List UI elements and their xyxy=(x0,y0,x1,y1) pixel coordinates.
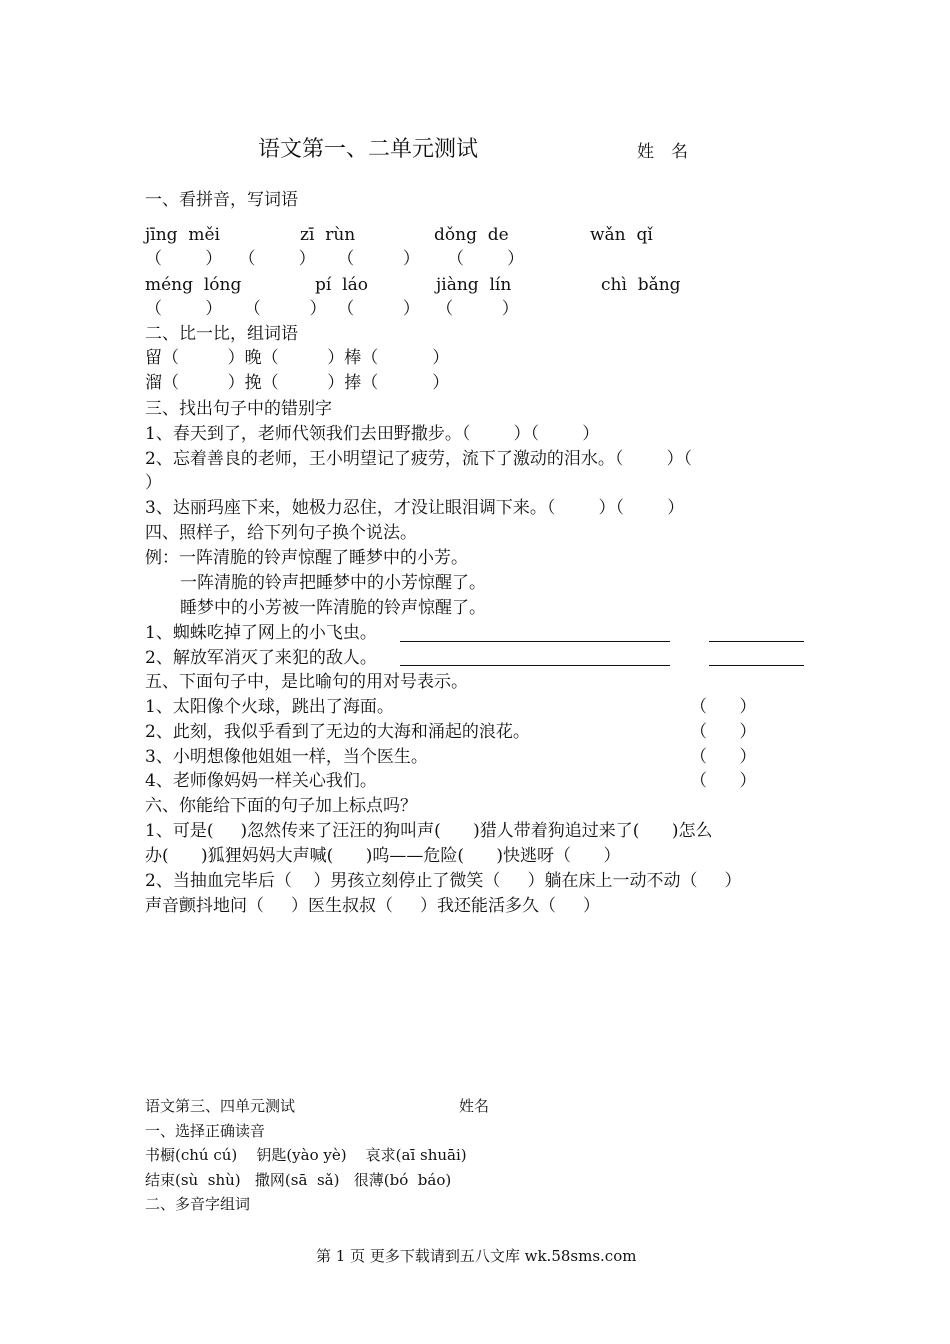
example-rewrite-a: 一阵清脆的铃声把睡梦中的小芳惊醒了。 xyxy=(180,573,486,593)
test-2-section-1-heading: 一、选择正确读音 xyxy=(145,1122,266,1140)
pinyin-6: pí láo xyxy=(315,275,368,295)
section-4-heading: 四、照样子，给下列句子换个说法。 xyxy=(145,523,417,543)
reading-choice-row-1[interactable]: 书橱(chú cú) 钥匙(yào yè) 哀求(aī shuāi) xyxy=(145,1146,467,1164)
test-2-title: 语文第三、四单元测试 xyxy=(145,1097,296,1115)
name-label: 姓 名 xyxy=(637,142,688,162)
pinyin-4: wǎn qǐ xyxy=(590,225,653,245)
compare-row-2[interactable]: 溜（ ）挽（ ）捧（ ） xyxy=(145,373,450,393)
page-footer: 第 1 页 更多下载请到五八文库 wk.58sms.com xyxy=(316,1247,637,1265)
rewrite-question-1: 1、蜘蛛吃掉了网上的小飞虫。 xyxy=(145,623,377,643)
typo-question-3[interactable]: 3、达丽玛座下来，她极力忍住，才没让眼泪调下来。（ ）（ ） xyxy=(145,498,685,518)
answer-bracket[interactable]: （ ） xyxy=(690,722,757,742)
section-6-heading: 六、你能给下面的句子加上标点吗？ xyxy=(145,796,417,816)
typo-question-1[interactable]: 1、春天到了，老师代领我们去田野撒步。（ ）（ ） xyxy=(145,424,600,444)
example-rewrite-b: 睡梦中的小芳被一阵清脆的铃声惊醒了。 xyxy=(180,598,486,618)
metaphor-item: 1、太阳像个火球，跳出了海面。 xyxy=(145,697,394,717)
compare-row-1[interactable]: 留（ ）晚（ ）棒（ ） xyxy=(145,348,450,368)
pinyin-1: jīng měi xyxy=(145,225,220,245)
typo-question-2-cont: ） xyxy=(145,473,162,493)
example-sentence: 例：一阵清脆的铃声惊醒了睡梦中的小芳。 xyxy=(145,548,468,568)
section-1-heading: 一、看拼音，写词语 xyxy=(145,190,298,210)
punctuation-line[interactable]: 2、当抽血完毕后（ ）男孩立刻停止了微笑（ ）躺在床上一动不动（ ） xyxy=(145,871,742,891)
section-5-heading: 五、下面句子中，是比喻句的用对号表示。 xyxy=(145,672,468,692)
metaphor-item: 2、此刻，我似乎看到了无边的大海和涌起的浪花。 xyxy=(145,722,530,742)
pinyin-8: chì bǎng xyxy=(601,275,681,295)
test-2-section-2-heading: 二、多音字组词 xyxy=(145,1195,251,1213)
punctuation-line[interactable]: 办( )狐狸妈妈大声喊( )呜——危险( )快逃呀（ ） xyxy=(145,846,621,866)
answer-line[interactable] xyxy=(400,641,670,642)
answer-bracket[interactable]: （ ） xyxy=(690,697,757,717)
metaphor-item: 4、老师像妈妈一样关心我们。 xyxy=(145,771,377,791)
pinyin-2: zī rùn xyxy=(300,225,356,245)
answer-line[interactable] xyxy=(400,665,670,666)
section-3-heading: 三、找出句子中的错别字 xyxy=(145,399,332,419)
answer-line[interactable] xyxy=(709,665,804,666)
pinyin-5: méng lóng xyxy=(145,275,242,295)
pinyin-3: dǒng de xyxy=(434,225,509,245)
punctuation-line[interactable]: 声音颤抖地问（ ）医生叔叔（ ）我还能活多久（ ） xyxy=(145,896,601,916)
test-2-name-label: 姓名 xyxy=(459,1097,490,1115)
answer-bracket[interactable]: （ ） xyxy=(690,747,757,767)
reading-choice-row-2[interactable]: 结束(sù shù) 撒网(sā sǎ) 很薄(bó báo) xyxy=(145,1171,452,1189)
section-2-heading: 二、比一比，组词语 xyxy=(145,324,298,344)
answer-line[interactable] xyxy=(709,641,804,642)
punctuation-line[interactable]: 1、可是( )忽然传来了汪汪的狗叫声( )猎人带着狗追过来了( )怎么 xyxy=(145,821,713,841)
answer-brackets-row-1[interactable]: （ ） （ ） （ ） （ ） xyxy=(145,249,525,269)
typo-question-2[interactable]: 2、忘着善良的老师，王小明望记了疲劳，流下了激动的泪水。（ ）（ xyxy=(145,449,693,469)
pinyin-7: jiàng lín xyxy=(436,275,512,295)
answer-bracket[interactable]: （ ） xyxy=(690,771,757,791)
metaphor-item: 3、小明想像他姐姐一样，当个医生。 xyxy=(145,747,428,767)
answer-brackets-row-2[interactable]: （ ） （ ） （ ） （ ） xyxy=(145,299,519,319)
test-title: 语文第一、二单元测试 xyxy=(258,137,479,162)
rewrite-question-2: 2、解放军消灭了来犯的敌人。 xyxy=(145,648,377,668)
